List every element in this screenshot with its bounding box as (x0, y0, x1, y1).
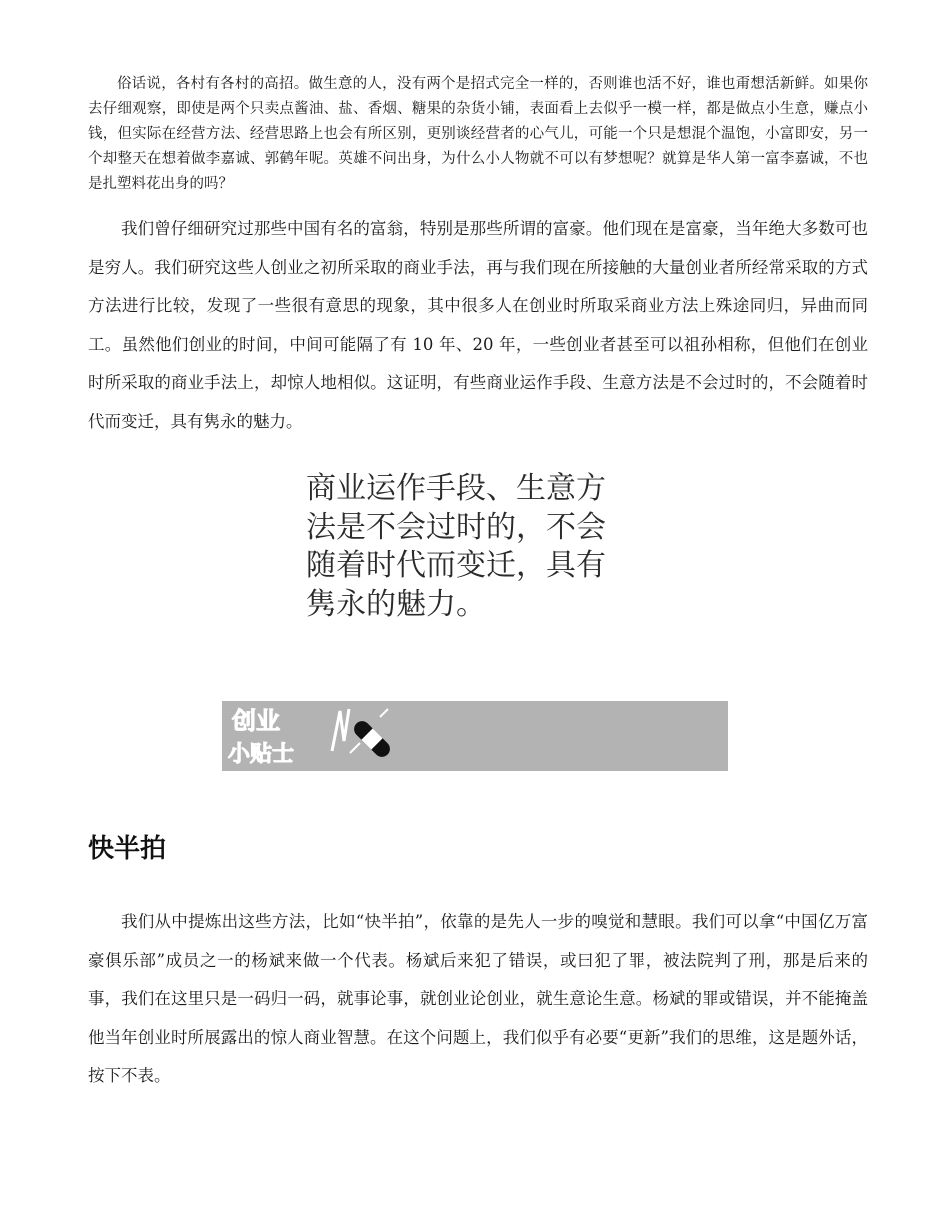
logo-line-2: 小贴士 (228, 742, 295, 767)
intro-paragraph: 俗话说，各村有各村的高招。做生意的人，没有两个是招式完全一样的，否则谁也活不好，谁也甭想活新鲜。如果你去仔细观察，即使是两个只卖点酱油、盐、香烟、糖果的杂货小铺，表面看上去似乎一模一样，都是做点小生意，赚点小钱，但实际在经营方法、经营思路上也会有所区别，更别谈经营者的心气儿，可能一个只是想混个温饱，小富即安，另一个却整天在想着做李嘉诚、郭鹤年呢。英雄不问出身，为什么小人物就不可以有梦想呢？就算是华人第一富李嘉诚，不也是扎塑料花出身的吗？ (88, 76, 868, 192)
body-paragraph-2: 我们从中提炼出这些方法，比如“快半拍”，依靠的是先人一步的嗅觉和慧眼。我们可以拿“中国亿万富豪俱乐部”成员之一的杨斌来做一个代表。杨斌后来犯了错误，或曰犯了罪，被法院判了刑，那是后来的事，我们在这里只是一码归一码，就事论事，就创业论创业，就生意论生意。杨斌的罪或错误，并不能掩盖他当年创业时所展露出的惊人商业智慧。在这个问题上，我们似乎有必要“更新”我们的思维，这是题外话，按下不表。 (88, 912, 868, 1085)
logo-line-1: 创业 (232, 707, 280, 735)
body-paragraph-1: 我们曾仔细研究过那些中国有名的富翁，特别是那些所谓的富豪。他们现在是富豪，当年绝大多数可也是穷人。我们研究这些人创业之初所采取的商业手法，再与我们现在所接触的大量创业者所经常采取的方式方法进行比较，发现了一些很有意思的现象，其中很多人在创业时所取采商业方法上殊途同归，异曲而同工。虽然他们创业的时间，中间可能隔了有 10 年、20 年，一些创业者甚至可以祖孙相称，但他们在创业时所采取的商业手法上，却惊人地相似。这证明，有些商业运作手段、生意方法是不会过时的，不会随着时代而变迁，具有隽永的魅力。 (88, 219, 868, 431)
section-heading: 快半拍 (88, 834, 167, 864)
bandage-icon (350, 709, 393, 760)
pull-quote: 商业运作手段、生意方法是不会过时的，不会随着时代而变迁，具有隽永的魅力。 (306, 471, 606, 622)
startup-tips-logo (222, 701, 728, 771)
startup-tips-banner (222, 701, 728, 771)
lightning-bolt-icon (332, 709, 349, 751)
